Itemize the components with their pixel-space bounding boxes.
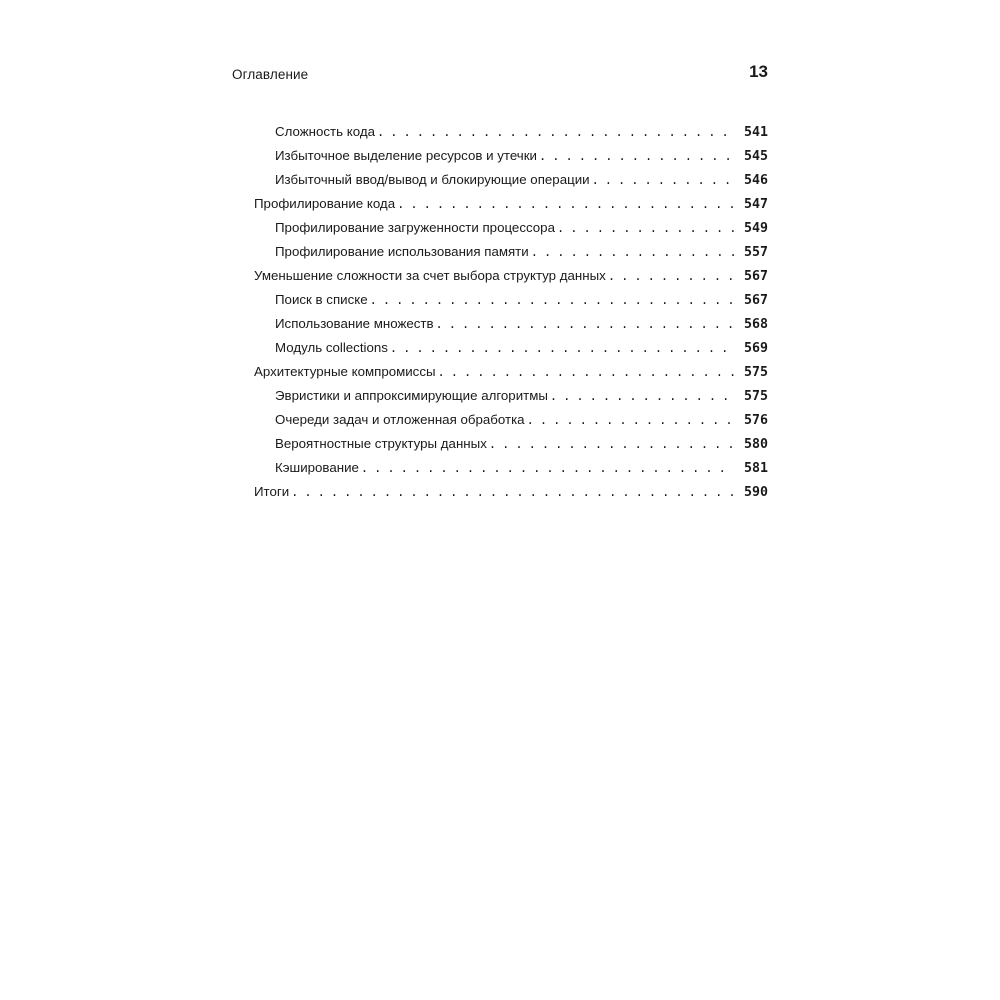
toc-entry-code-profiling[interactable] — [254, 192, 768, 216]
toc-entry-label: Профилирование кода — [254, 196, 396, 211]
toc-entry-label: Сложность кода — [275, 124, 375, 139]
toc-entry-label: Избыточное выделение ресурсов и утечки — [275, 148, 537, 163]
running-title: Оглавление — [232, 67, 309, 82]
dot-leader — [527, 408, 734, 432]
toc-entry-using-sets[interactable] — [275, 312, 768, 336]
toc-entry-task-queues[interactable] — [275, 408, 768, 432]
toc-entry-summary[interactable] — [254, 480, 768, 504]
toc-entry-complexity[interactable] — [275, 120, 768, 144]
toc-entry-label: Уменьшение сложности за счет выбора структур данных — [254, 268, 606, 283]
toc-entry-probabilistic-structures[interactable] — [275, 432, 768, 456]
toc-entry-label: Использование множеств — [275, 316, 434, 331]
toc-entry-page: 557 — [743, 245, 768, 260]
page-header — [232, 60, 768, 90]
dot-leader — [539, 144, 734, 168]
toc-entry-label: Профилирование загруженности процессора — [275, 220, 555, 235]
toc-entry-label: Архитектурные компромиссы — [254, 364, 436, 379]
toc-entry-collections-module[interactable] — [275, 336, 768, 360]
dot-leader — [291, 480, 734, 504]
toc-entry-label: Профилирование использования памяти — [275, 244, 529, 259]
toc-entry-cpu-profiling[interactable] — [275, 216, 768, 240]
dot-leader — [489, 432, 734, 456]
dot-leader — [557, 216, 734, 240]
toc-entry-page: 575 — [743, 365, 768, 380]
toc-entry-page: 580 — [743, 437, 768, 452]
dot-leader — [438, 360, 734, 384]
toc-entry-memory-profiling[interactable] — [275, 240, 768, 264]
toc-entry-blocking-io[interactable] — [275, 168, 768, 192]
dot-leader — [531, 240, 734, 264]
toc-entry-page: 590 — [743, 485, 768, 500]
toc-entry-page: 581 — [743, 461, 768, 476]
toc-entry-page: 545 — [743, 149, 768, 164]
dot-leader — [436, 312, 734, 336]
toc-entry-label: Модуль collections — [275, 340, 388, 355]
toc-entry-label: Итоги — [254, 484, 290, 499]
toc-entry-page: 568 — [743, 317, 768, 332]
toc-entry-label: Кэширование — [275, 460, 359, 475]
toc-entry-heuristics[interactable] — [275, 384, 768, 408]
dot-leader — [361, 456, 734, 480]
toc-entry-page: 576 — [743, 413, 768, 428]
toc-entry-label: Очереди задач и отложенная обработка — [275, 412, 525, 427]
toc-entry-page: 547 — [743, 197, 768, 212]
toc-entry-resource-leaks[interactable] — [275, 144, 768, 168]
toc-entry-label: Поиск в списке — [275, 292, 368, 307]
dot-leader — [608, 264, 734, 288]
dot-leader — [390, 336, 734, 360]
toc-entry-architecture-tradeoffs[interactable] — [254, 360, 768, 384]
toc-entry-page: 546 — [743, 173, 768, 188]
toc-entry-label: Вероятностные структуры данных — [275, 436, 487, 451]
toc-entry-label: Избыточный ввод/вывод и блокирующие операции — [275, 172, 590, 187]
toc-entry-page: 549 — [743, 221, 768, 236]
toc-entry-label: Эвристики и аппроксимирующие алгоритмы — [275, 388, 548, 403]
toc-entry-caching[interactable] — [275, 456, 768, 480]
toc-entry-page: 541 — [743, 125, 768, 140]
dot-leader — [397, 192, 734, 216]
toc-entry-list-search[interactable] — [275, 288, 768, 312]
toc-entry-page: 575 — [743, 389, 768, 404]
toc-entry-data-structures[interactable] — [254, 264, 768, 288]
toc-entry-page: 567 — [743, 293, 768, 308]
toc-entry-page: 569 — [743, 341, 768, 356]
dot-leader — [550, 384, 734, 408]
page-number: 13 — [749, 62, 768, 81]
dot-leader — [377, 120, 734, 144]
dot-leader — [592, 168, 734, 192]
toc-entry-page: 567 — [743, 269, 768, 284]
dot-leader — [370, 288, 734, 312]
